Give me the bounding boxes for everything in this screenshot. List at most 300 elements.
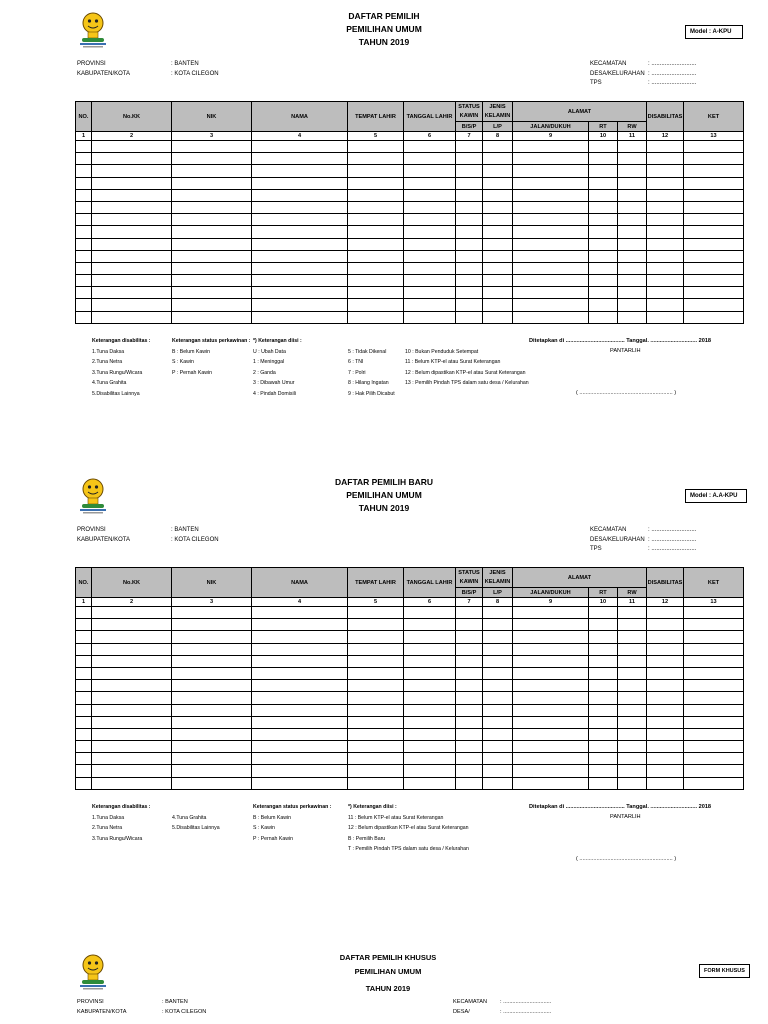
table-cell[interactable] — [92, 153, 172, 165]
table-cell[interactable] — [647, 214, 684, 226]
table-cell[interactable] — [456, 165, 483, 177]
table-cell[interactable] — [647, 299, 684, 311]
table-cell[interactable] — [404, 667, 456, 679]
table-cell[interactable] — [252, 631, 348, 643]
table-cell[interactable] — [589, 777, 618, 789]
table-cell[interactable] — [483, 226, 513, 238]
table-cell[interactable] — [172, 299, 252, 311]
table-cell[interactable] — [252, 201, 348, 213]
table-cell[interactable] — [92, 680, 172, 692]
table-cell[interactable] — [618, 287, 647, 299]
table-cell[interactable] — [483, 238, 513, 250]
table-cell[interactable] — [684, 262, 744, 274]
table-cell[interactable] — [404, 728, 456, 740]
table-cell[interactable] — [513, 226, 589, 238]
table-cell[interactable] — [76, 189, 92, 201]
table-cell[interactable] — [589, 753, 618, 765]
table-cell[interactable] — [252, 765, 348, 777]
table-cell[interactable] — [684, 250, 744, 262]
table-cell[interactable] — [172, 141, 252, 153]
table-cell[interactable] — [456, 262, 483, 274]
table-cell[interactable] — [483, 619, 513, 631]
table-cell[interactable] — [513, 214, 589, 226]
table-cell[interactable] — [684, 238, 744, 250]
table-cell[interactable] — [92, 741, 172, 753]
table-cell[interactable] — [513, 704, 589, 716]
table-cell[interactable] — [647, 165, 684, 177]
table-cell[interactable] — [513, 262, 589, 274]
table-cell[interactable] — [92, 716, 172, 728]
table-cell[interactable] — [456, 226, 483, 238]
table-cell[interactable] — [684, 619, 744, 631]
table-cell[interactable] — [483, 250, 513, 262]
table-cell[interactable] — [172, 631, 252, 643]
table-cell[interactable] — [348, 631, 404, 643]
table-cell[interactable] — [92, 619, 172, 631]
table-cell[interactable] — [483, 655, 513, 667]
table-cell[interactable] — [92, 777, 172, 789]
table-cell[interactable] — [513, 311, 589, 323]
table-cell[interactable] — [76, 667, 92, 679]
table-cell[interactable] — [456, 765, 483, 777]
table-cell[interactable] — [684, 153, 744, 165]
table-cell[interactable] — [456, 250, 483, 262]
table-cell[interactable] — [589, 177, 618, 189]
table-cell[interactable] — [404, 238, 456, 250]
table-cell[interactable] — [513, 619, 589, 631]
table-cell[interactable] — [172, 238, 252, 250]
table-cell[interactable] — [618, 704, 647, 716]
table-cell[interactable] — [513, 177, 589, 189]
table-cell[interactable] — [483, 692, 513, 704]
table-cell[interactable] — [589, 680, 618, 692]
table-cell[interactable] — [92, 226, 172, 238]
table-cell[interactable] — [92, 667, 172, 679]
table-cell[interactable] — [172, 716, 252, 728]
table-cell[interactable] — [618, 201, 647, 213]
table-cell[interactable] — [76, 765, 92, 777]
table-cell[interactable] — [589, 716, 618, 728]
table-cell[interactable] — [456, 177, 483, 189]
table-cell[interactable] — [513, 201, 589, 213]
table-cell[interactable] — [348, 189, 404, 201]
table-cell[interactable] — [348, 655, 404, 667]
table-cell[interactable] — [589, 214, 618, 226]
table-cell[interactable] — [76, 275, 92, 287]
table-cell[interactable] — [172, 165, 252, 177]
table-cell[interactable] — [92, 275, 172, 287]
table-cell[interactable] — [404, 153, 456, 165]
table-cell[interactable] — [647, 238, 684, 250]
table-cell[interactable] — [647, 250, 684, 262]
table-cell[interactable] — [404, 692, 456, 704]
table-cell[interactable] — [589, 741, 618, 753]
table-cell[interactable] — [618, 226, 647, 238]
table-cell[interactable] — [589, 189, 618, 201]
table-cell[interactable] — [76, 680, 92, 692]
table-cell[interactable] — [513, 165, 589, 177]
table-cell[interactable] — [589, 607, 618, 619]
table-cell[interactable] — [589, 238, 618, 250]
table-cell[interactable] — [404, 619, 456, 631]
table-cell[interactable] — [76, 299, 92, 311]
table-cell[interactable] — [92, 201, 172, 213]
table-cell[interactable] — [684, 680, 744, 692]
table-cell[interactable] — [252, 753, 348, 765]
table-cell[interactable] — [589, 201, 618, 213]
table-cell[interactable] — [252, 262, 348, 274]
table-cell[interactable] — [483, 667, 513, 679]
table-cell[interactable] — [589, 226, 618, 238]
table-cell[interactable] — [456, 189, 483, 201]
table-cell[interactable] — [252, 716, 348, 728]
table-cell[interactable] — [76, 226, 92, 238]
table-cell[interactable] — [348, 141, 404, 153]
table-cell[interactable] — [456, 287, 483, 299]
table-cell[interactable] — [647, 619, 684, 631]
table-cell[interactable] — [618, 275, 647, 287]
table-cell[interactable] — [589, 311, 618, 323]
table-cell[interactable] — [647, 262, 684, 274]
table-cell[interactable] — [589, 667, 618, 679]
table-cell[interactable] — [513, 643, 589, 655]
table-cell[interactable] — [483, 311, 513, 323]
table-cell[interactable] — [589, 262, 618, 274]
table-cell[interactable] — [76, 741, 92, 753]
table-cell[interactable] — [647, 680, 684, 692]
table-cell[interactable] — [76, 311, 92, 323]
table-cell[interactable] — [684, 189, 744, 201]
table-cell[interactable] — [252, 741, 348, 753]
table-cell[interactable] — [172, 311, 252, 323]
table-cell[interactable] — [647, 777, 684, 789]
table-cell[interactable] — [172, 214, 252, 226]
table-cell[interactable] — [76, 631, 92, 643]
table-cell[interactable] — [647, 655, 684, 667]
table-cell[interactable] — [92, 692, 172, 704]
table-cell[interactable] — [589, 165, 618, 177]
table-cell[interactable] — [252, 680, 348, 692]
table-cell[interactable] — [513, 287, 589, 299]
table-cell[interactable] — [404, 201, 456, 213]
table-cell[interactable] — [589, 299, 618, 311]
table-cell[interactable] — [92, 655, 172, 667]
table-cell[interactable] — [618, 716, 647, 728]
table-cell[interactable] — [172, 643, 252, 655]
table-cell[interactable] — [76, 704, 92, 716]
table-cell[interactable] — [172, 728, 252, 740]
table-cell[interactable] — [404, 655, 456, 667]
table-cell[interactable] — [252, 153, 348, 165]
table-cell[interactable] — [513, 275, 589, 287]
table-cell[interactable] — [348, 299, 404, 311]
table-cell[interactable] — [618, 299, 647, 311]
table-cell[interactable] — [172, 704, 252, 716]
table-cell[interactable] — [647, 311, 684, 323]
table-cell[interactable] — [252, 275, 348, 287]
table-cell[interactable] — [647, 177, 684, 189]
table-cell[interactable] — [483, 753, 513, 765]
table-cell[interactable] — [513, 238, 589, 250]
table-cell[interactable] — [172, 777, 252, 789]
table-cell[interactable] — [252, 619, 348, 631]
table-cell[interactable] — [513, 741, 589, 753]
table-cell[interactable] — [647, 226, 684, 238]
table-cell[interactable] — [513, 667, 589, 679]
table-cell[interactable] — [684, 177, 744, 189]
table-cell[interactable] — [618, 214, 647, 226]
table-cell[interactable] — [618, 753, 647, 765]
table-cell[interactable] — [92, 189, 172, 201]
table-cell[interactable] — [618, 765, 647, 777]
table-cell[interactable] — [618, 177, 647, 189]
table-cell[interactable] — [483, 141, 513, 153]
table-cell[interactable] — [76, 728, 92, 740]
table-cell[interactable] — [483, 777, 513, 789]
table-cell[interactable] — [404, 311, 456, 323]
table-cell[interactable] — [252, 226, 348, 238]
table-cell[interactable] — [76, 214, 92, 226]
table-cell[interactable] — [348, 667, 404, 679]
table-cell[interactable] — [483, 287, 513, 299]
table-cell[interactable] — [684, 214, 744, 226]
table-cell[interactable] — [252, 250, 348, 262]
table-cell[interactable] — [618, 238, 647, 250]
table-cell[interactable] — [76, 692, 92, 704]
table-cell[interactable] — [684, 275, 744, 287]
table-cell[interactable] — [76, 287, 92, 299]
table-cell[interactable] — [172, 741, 252, 753]
table-cell[interactable] — [684, 299, 744, 311]
table-cell[interactable] — [456, 667, 483, 679]
table-cell[interactable] — [483, 765, 513, 777]
table-cell[interactable] — [456, 619, 483, 631]
table-cell[interactable] — [647, 716, 684, 728]
table-cell[interactable] — [252, 238, 348, 250]
table-cell[interactable] — [647, 643, 684, 655]
table-cell[interactable] — [513, 250, 589, 262]
table-cell[interactable] — [684, 631, 744, 643]
table-cell[interactable] — [404, 777, 456, 789]
table-cell[interactable] — [513, 728, 589, 740]
table-cell[interactable] — [618, 189, 647, 201]
table-cell[interactable] — [684, 643, 744, 655]
table-cell[interactable] — [684, 165, 744, 177]
table-cell[interactable] — [647, 631, 684, 643]
table-cell[interactable] — [92, 728, 172, 740]
table-cell[interactable] — [172, 765, 252, 777]
table-cell[interactable] — [172, 287, 252, 299]
table-cell[interactable] — [76, 177, 92, 189]
table-cell[interactable] — [513, 680, 589, 692]
table-cell[interactable] — [348, 250, 404, 262]
table-cell[interactable] — [684, 777, 744, 789]
table-cell[interactable] — [684, 765, 744, 777]
table-cell[interactable] — [513, 631, 589, 643]
table-cell[interactable] — [172, 753, 252, 765]
table-cell[interactable] — [513, 753, 589, 765]
table-cell[interactable] — [76, 619, 92, 631]
table-cell[interactable] — [647, 741, 684, 753]
table-cell[interactable] — [76, 141, 92, 153]
table-cell[interactable] — [348, 201, 404, 213]
table-cell[interactable] — [589, 250, 618, 262]
table-cell[interactable] — [647, 728, 684, 740]
table-cell[interactable] — [404, 299, 456, 311]
table-cell[interactable] — [513, 716, 589, 728]
table-cell[interactable] — [456, 655, 483, 667]
table-cell[interactable] — [92, 214, 172, 226]
table-cell[interactable] — [456, 741, 483, 753]
table-cell[interactable] — [618, 631, 647, 643]
table-cell[interactable] — [92, 643, 172, 655]
table-cell[interactable] — [647, 287, 684, 299]
table-cell[interactable] — [513, 692, 589, 704]
table-cell[interactable] — [483, 680, 513, 692]
table-cell[interactable] — [92, 753, 172, 765]
table-cell[interactable] — [172, 177, 252, 189]
table-cell[interactable] — [589, 692, 618, 704]
table-cell[interactable] — [172, 153, 252, 165]
table-cell[interactable] — [589, 619, 618, 631]
table-cell[interactable] — [483, 607, 513, 619]
table-cell[interactable] — [513, 153, 589, 165]
table-cell[interactable] — [513, 141, 589, 153]
table-cell[interactable] — [252, 165, 348, 177]
table-cell[interactable] — [92, 262, 172, 274]
table-cell[interactable] — [252, 299, 348, 311]
table-cell[interactable] — [618, 607, 647, 619]
table-cell[interactable] — [172, 201, 252, 213]
table-cell[interactable] — [172, 189, 252, 201]
table-cell[interactable] — [647, 692, 684, 704]
table-cell[interactable] — [456, 607, 483, 619]
table-cell[interactable] — [404, 226, 456, 238]
table-cell[interactable] — [684, 728, 744, 740]
table-cell[interactable] — [404, 189, 456, 201]
table-cell[interactable] — [513, 299, 589, 311]
table-cell[interactable] — [92, 311, 172, 323]
table-cell[interactable] — [404, 643, 456, 655]
table-cell[interactable] — [589, 153, 618, 165]
table-cell[interactable] — [348, 238, 404, 250]
table-cell[interactable] — [348, 275, 404, 287]
table-cell[interactable] — [483, 741, 513, 753]
table-cell[interactable] — [76, 777, 92, 789]
table-cell[interactable] — [404, 607, 456, 619]
table-cell[interactable] — [252, 728, 348, 740]
table-cell[interactable] — [172, 250, 252, 262]
table-cell[interactable] — [252, 655, 348, 667]
table-cell[interactable] — [404, 741, 456, 753]
table-cell[interactable] — [252, 704, 348, 716]
table-cell[interactable] — [404, 141, 456, 153]
table-cell[interactable] — [404, 631, 456, 643]
table-cell[interactable] — [92, 287, 172, 299]
table-cell[interactable] — [483, 262, 513, 274]
table-cell[interactable] — [647, 189, 684, 201]
table-cell[interactable] — [618, 777, 647, 789]
table-cell[interactable] — [404, 262, 456, 274]
table-cell[interactable] — [483, 643, 513, 655]
table-cell[interactable] — [348, 214, 404, 226]
table-cell[interactable] — [618, 262, 647, 274]
table-cell[interactable] — [348, 728, 404, 740]
table-cell[interactable] — [456, 753, 483, 765]
table-cell[interactable] — [252, 643, 348, 655]
table-cell[interactable] — [456, 680, 483, 692]
table-cell[interactable] — [618, 667, 647, 679]
table-cell[interactable] — [456, 275, 483, 287]
table-cell[interactable] — [684, 716, 744, 728]
table-cell[interactable] — [348, 777, 404, 789]
table-cell[interactable] — [404, 214, 456, 226]
table-cell[interactable] — [172, 655, 252, 667]
table-cell[interactable] — [76, 250, 92, 262]
table-cell[interactable] — [483, 214, 513, 226]
table-cell[interactable] — [618, 728, 647, 740]
table-cell[interactable] — [348, 153, 404, 165]
table-cell[interactable] — [92, 165, 172, 177]
table-cell[interactable] — [76, 238, 92, 250]
table-cell[interactable] — [76, 607, 92, 619]
table-cell[interactable] — [92, 765, 172, 777]
table-cell[interactable] — [483, 704, 513, 716]
table-cell[interactable] — [252, 777, 348, 789]
table-cell[interactable] — [348, 716, 404, 728]
table-cell[interactable] — [348, 643, 404, 655]
table-cell[interactable] — [348, 607, 404, 619]
table-cell[interactable] — [618, 655, 647, 667]
table-cell[interactable] — [404, 250, 456, 262]
table-cell[interactable] — [513, 777, 589, 789]
table-cell[interactable] — [172, 667, 252, 679]
table-cell[interactable] — [348, 680, 404, 692]
table-cell[interactable] — [647, 753, 684, 765]
table-cell[interactable] — [684, 201, 744, 213]
table-cell[interactable] — [456, 777, 483, 789]
table-cell[interactable] — [92, 631, 172, 643]
table-cell[interactable] — [456, 716, 483, 728]
table-cell[interactable] — [404, 716, 456, 728]
table-cell[interactable] — [172, 692, 252, 704]
table-cell[interactable] — [647, 201, 684, 213]
table-cell[interactable] — [252, 214, 348, 226]
table-cell[interactable] — [456, 311, 483, 323]
table-cell[interactable] — [348, 741, 404, 753]
table-cell[interactable] — [456, 692, 483, 704]
table-cell[interactable] — [404, 287, 456, 299]
table-cell[interactable] — [618, 741, 647, 753]
table-cell[interactable] — [252, 692, 348, 704]
table-cell[interactable] — [76, 165, 92, 177]
table-cell[interactable] — [172, 680, 252, 692]
table-cell[interactable] — [483, 165, 513, 177]
table-cell[interactable] — [348, 619, 404, 631]
table-cell[interactable] — [252, 607, 348, 619]
table-cell[interactable] — [76, 153, 92, 165]
table-cell[interactable] — [404, 177, 456, 189]
table-cell[interactable] — [589, 765, 618, 777]
table-cell[interactable] — [589, 704, 618, 716]
table-cell[interactable] — [483, 728, 513, 740]
table-cell[interactable] — [172, 226, 252, 238]
table-cell[interactable] — [92, 299, 172, 311]
table-cell[interactable] — [252, 311, 348, 323]
table-cell[interactable] — [172, 262, 252, 274]
table-cell[interactable] — [589, 631, 618, 643]
table-cell[interactable] — [92, 141, 172, 153]
